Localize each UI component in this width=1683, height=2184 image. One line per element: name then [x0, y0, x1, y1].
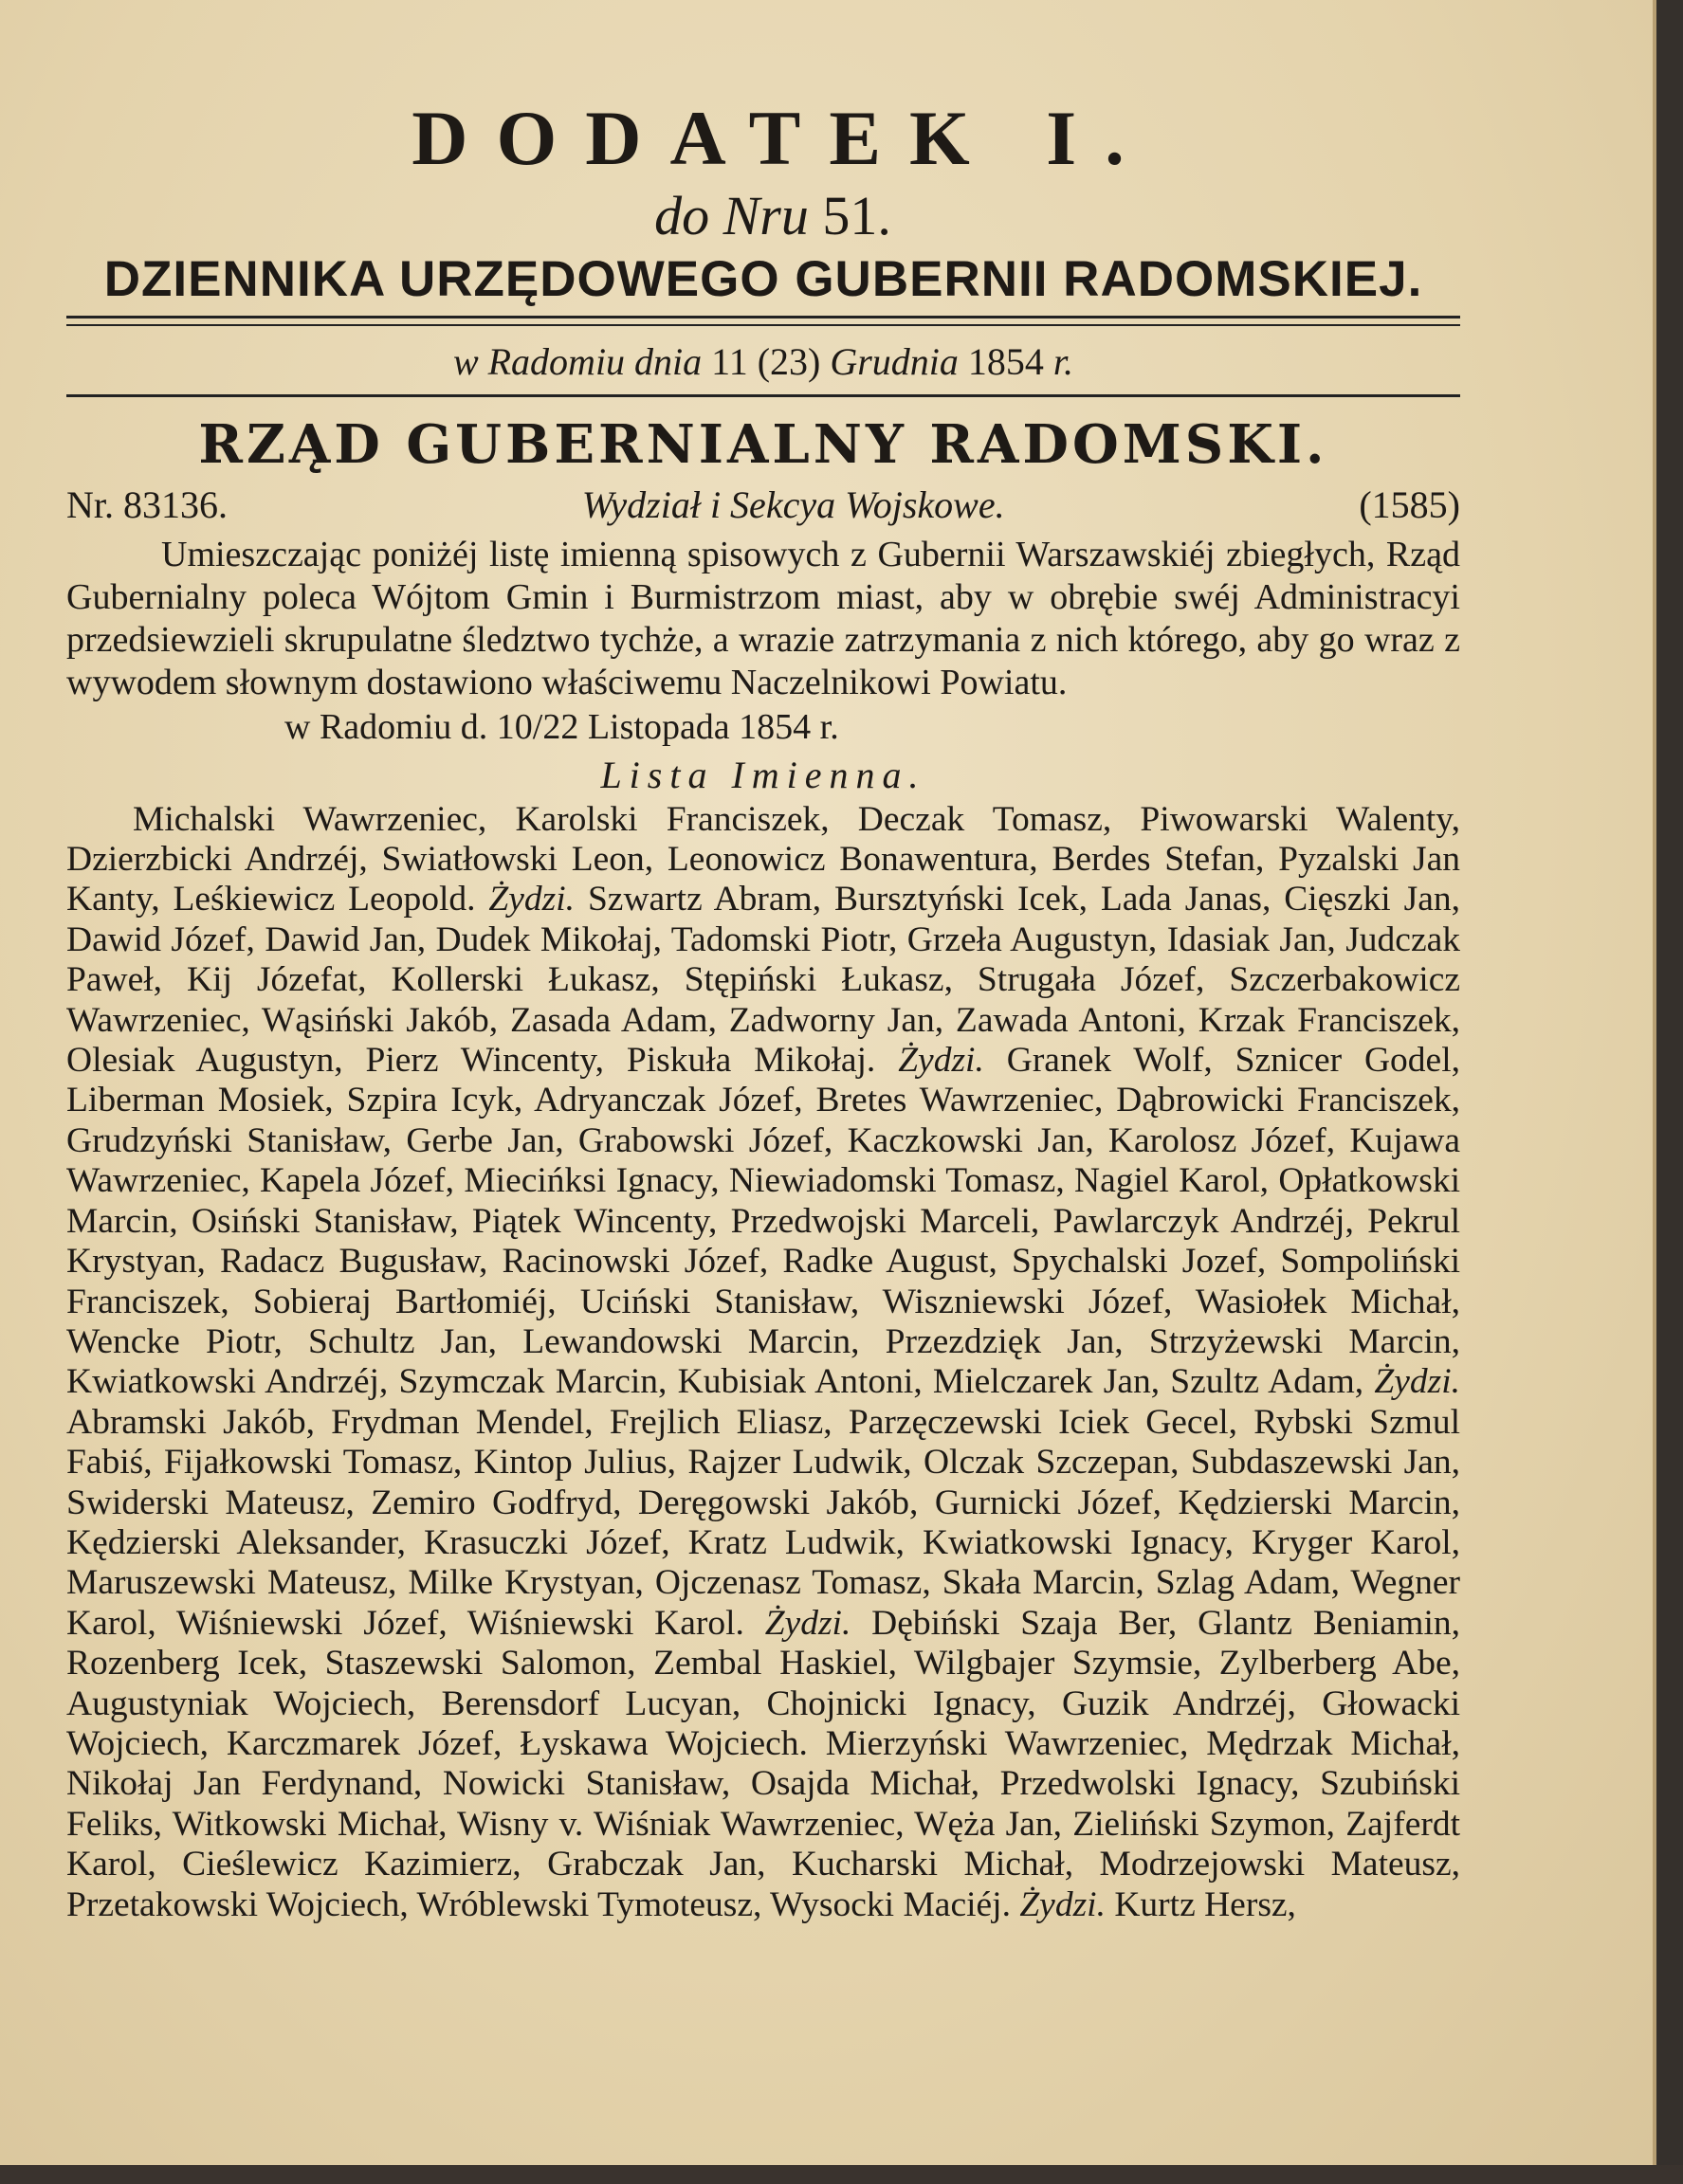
scan-border-bottom [0, 2165, 1683, 2184]
names-segment: Dębiński Szaja Ber, Glantz Beniamin, Rozenberg Icek, Staszewski Salomon, Zembal Haskiel, Wilgbajer Szymsie, Zylberberg Abe, Augustyniak Wojciech, Berensdorf Lucyan, Chojnicki Ignacy, Guzik Andrzéj, Głowacki Wojciech, Karczmarek Józef, Łyskawa Wojciech. Mierzyński Wawrzeniec, Mędrzak Michał, Nikołaj Jan Ferdynand, Nowicki Stanisław, Osajda Michał, Przedwolski Ignacy, Szubiński Feliks, Witkowski Michał, Wisny v. Wiśniak Wawrzeniec, Węża Jan, Zieliński Szymon, Zajferdt Karol, Cieślewicz Kazimierz, Grabczak Jan, Kucharski Michał, Modrzejowski Mateusz, Przetakowski Wojciech, Wróblewski Tymoteusz, Wysocki Maciéj. [66, 1603, 1460, 1924]
supplement-title: DODATEK I. [412, 95, 1153, 181]
notice-reference: (1585) [1359, 482, 1460, 526]
category-label: Żydzi. [1374, 1362, 1460, 1402]
notice-signoff: w Radomiu d. 10/22 Listopada 1854 r. [284, 706, 839, 747]
dateline-year: 1854 [967, 339, 1044, 383]
names-segment: Granek Wolf, Sznicer Godel, Liberman Mosiek, Szpira Icyk, Adryanczak Józef, Bretes Wawrzeniec, Dąbrowicki Franciszek, Grudzyński Stanisław, Gerbe Jan, Grabowski Józef, Kaczkowski Jan, Karolosz Józef, Kujawa Wawrzeniec, Kapela Józef, Miecińksi Ignacy, Niewiadomski Tomasz, Nagiel Karol, Opłatkowski Marcin, Osiński Stanisław, Piątek Wincenty, Przedwojski Marceli, Pawlarczyk Andrzéj, Pekrul Krystyan, Radacz Bugusław, Racinowski Józef, Radke August, Spychalski Jozef, Sompoliński Franciszek, Sobieraj Bartłomiéj, Uciński Stanisław, Wiszniewski Józef, Wasiołek Michał, Wencke Piotr, Schultz Jan, Lewandowski Marcin, Przezdzięk Jan, Strzyżewski Marcin, Kwiatkowski Andrzéj, Szymczak Marcin, Kubisiak Antoni, Mielczarek Jan, Szultz Adam, [66, 1041, 1460, 1402]
page-content [66, 95, 1460, 1925]
header-rule-top [66, 316, 1460, 318]
dateline-day-old: (23) [757, 339, 821, 383]
newspaper-name: DZIENNIKA URZĘDOWEGO GUBERNII RADOMSKIEJ. [103, 251, 1423, 307]
category-label: Żydzi. [898, 1041, 984, 1081]
header-rule-bottom [66, 394, 1460, 397]
dateline [66, 339, 1460, 383]
dateline-r: r. [1052, 339, 1074, 383]
notice-number: Nr. 83136. [66, 482, 228, 526]
category-label: Żydzi. [488, 880, 576, 919]
names-segment: Kurtz Hersz, [1105, 1884, 1296, 1924]
notice-body: Umieszczając poniżéj listę imienną spisowych z Gubernii Warszawskiéj zbiegłych, Rząd Gubernialny poleca Wójtom Gmin i Burmistrzom miast, aby w obrębie swéj Administracyi przedsiewzieli skrupulatne śledztwo tychże, a wrazie zatrzymania z nich którego, aby go wraz z wywodem słownym dostawiono właściwemu Naczelnikowi Powiatu. [66, 534, 1460, 702]
dateline-place: w Radomiu dnia [452, 339, 703, 383]
notice-header [66, 484, 1460, 526]
page-edge [1653, 0, 1656, 2184]
dateline-day: 11 [711, 339, 748, 383]
header-rule-top-thin [66, 324, 1460, 326]
category-label: Żydzi. [764, 1603, 851, 1643]
office-heading: RZĄD GUBERNIALNY RADOMSKI. [198, 412, 1328, 476]
names-segment: Michalski Wawrzeniec, Karolski Franciszek, Deczak Tomasz, Piwowarski Walenty, Dzierzbicki Andrzéj, Swiatłowski Leon, Leonowicz Bonawentura, Berdes Stefan, Pyzalski Jan Kanty, Leśkiewicz Leopold. [66, 799, 1460, 919]
names-list [66, 800, 1460, 1925]
category-label: Żydzi. [1019, 1884, 1106, 1924]
list-title: Lista Imienna. [600, 753, 926, 796]
issue-value: 51. [822, 185, 891, 246]
issue-number [66, 185, 1460, 246]
names-segment: Abramski Jakób, Frydman Mendel, Frejlich Eliasz, Parzęczewski Iciek Gecel, Rybski Szmul Fabiś, Fijałkowski Tomasz, Kintop Julius, Rajzer Ludwik, Olczak Szczepan, Subdaszewski Jan, Swiderski Mateusz, Zemiro Godfryd, Deręgowski Jakób, Gurnicki Józef, Kędzierski Marcin, Kędzierski Aleksander, Krasuczki Józef, Kratz Ludwik, Kwiatkowski Ignacy, Kryger Karol, Maruszewski Mateusz, Milke Krystyan, Ojczenasz Tomasz, Skała Marcin, Szlag Adam, Wegner Karol, Wiśniewski Józef, Wiśniewski Karol. [66, 1402, 1460, 1643]
dateline-month: Grudnia [830, 339, 959, 383]
issue-prefix: do Nru [654, 185, 809, 246]
names-segment: Szwartz Abram, Bursztyński Icek, Lada Janas, Cięszki Jan, Dawid Józef, Dawid Jan, Dudek Mikołaj, Tadomski Piotr, Grzeła Augustyn, Idasiak Jan, Judczak Paweł, Kij Józefat, Kollerski Łukasz, Stępiński Łukasz, Strugała Józef, Szczerbakowicz Wawrzeniec, Wąsiński Jakób, Zasada Adam, Zadworny Jan, Zawada Antoni, Krzak Franciszek, Olesiak Augustyn, Pierz Wincenty, Piskuła Mikołaj. [66, 880, 1460, 1081]
notice-department: Wydział i Sekcya Wojskowe. [581, 482, 1005, 526]
scan-border-right [1656, 0, 1683, 2184]
